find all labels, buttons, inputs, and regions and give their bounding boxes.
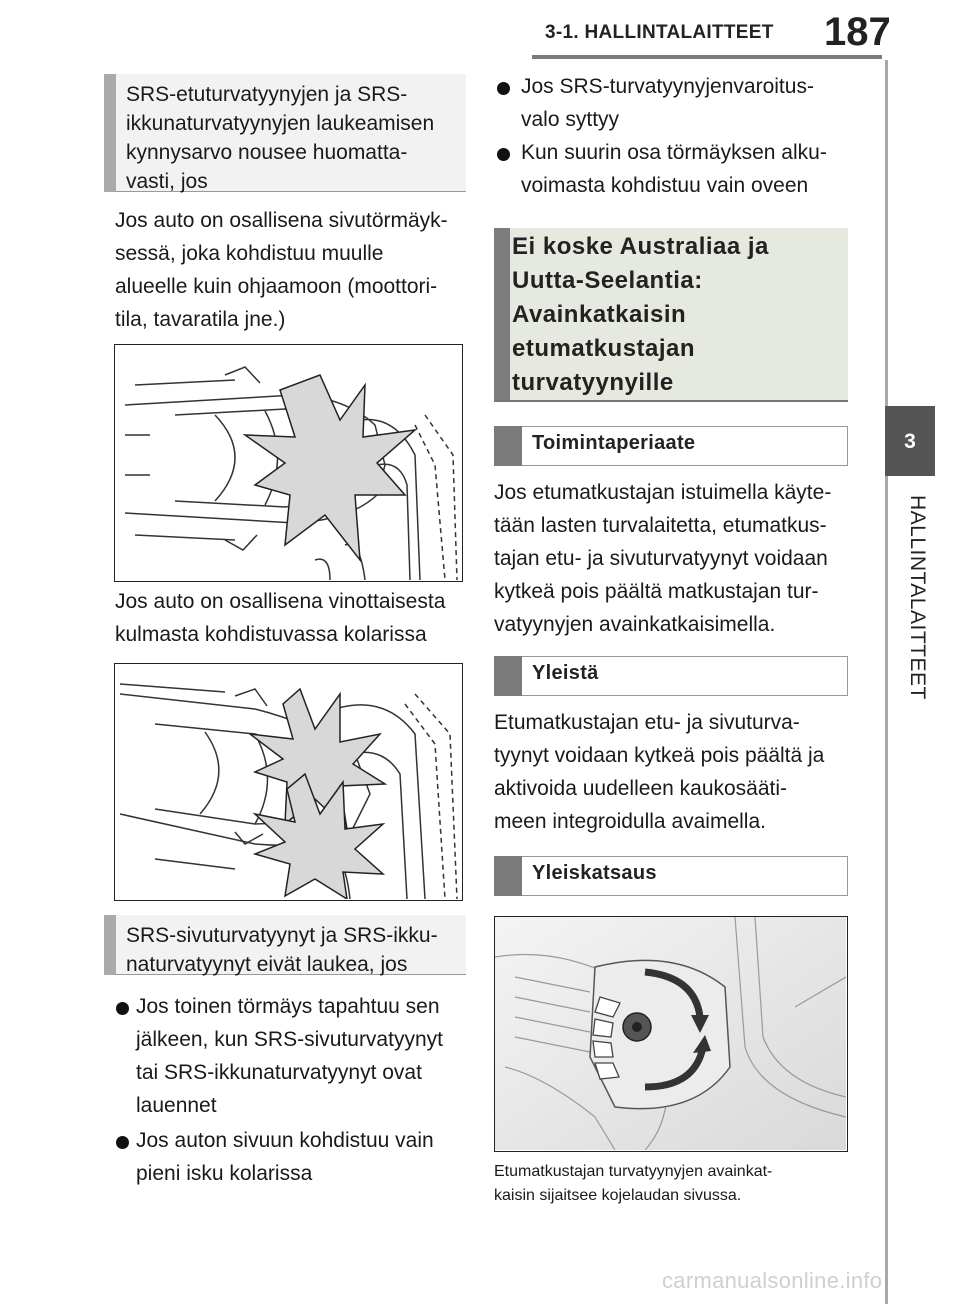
page-number: 187 xyxy=(824,10,891,54)
text-line: sessä, joka kohdistuu muulle xyxy=(115,242,384,265)
illustration-side-impact xyxy=(114,344,463,582)
caption-line: kaisin sijaitsee kojelaudan sivussa. xyxy=(494,1187,742,1204)
text-line: tajan etu- ja sivuturvatyynyt voidaan xyxy=(494,547,828,570)
subheading-overview: Yleiskatsaus xyxy=(532,862,657,884)
chapter-number: 3 xyxy=(904,430,916,453)
illustration-key-switch xyxy=(494,916,848,1152)
text-line: Jos etumatkustajan istuimella käyte- xyxy=(494,481,832,504)
text-line: Kun suurin osa törmäyksen alku- xyxy=(521,141,827,164)
text-line: Jos auto on osallisena sivutörmäyk- xyxy=(115,209,448,232)
text-line: valo syttyy xyxy=(521,108,620,131)
chapter-label: HALLINTALAITTEET xyxy=(906,495,929,700)
text-line: jälkeen, kun SRS-sivuturvatyynyt xyxy=(136,1028,443,1051)
section-title-line: etumatkustajan xyxy=(512,335,696,362)
condition-text-line: vasti, jos xyxy=(126,170,208,193)
condition-box-bar xyxy=(104,74,116,192)
section-title-line: Uutta-Seelantia: xyxy=(512,267,703,294)
section-title xyxy=(512,230,842,400)
section-title-line: Avainkatkaisin xyxy=(512,301,687,328)
car-side-impact-drawing xyxy=(115,345,461,580)
condition-text-line: ikkunaturvatyynyjen laukeamisen xyxy=(126,112,435,135)
condition-text-line: naturvatyynyt eivät laukea, jos xyxy=(126,953,408,976)
text-line: tään lasten turvalaitetta, etumatkus- xyxy=(494,514,827,537)
subheading-bar xyxy=(494,426,522,466)
bullet-small-impact xyxy=(136,1124,476,1190)
text-line: Jos auton sivuun kohdistuu vain xyxy=(136,1129,434,1152)
subheading-general: Yleistä xyxy=(532,662,599,684)
paragraph-general xyxy=(494,706,864,838)
condition-text-line: kynnysarvo nousee huomatta- xyxy=(126,141,408,164)
condition-box-bar xyxy=(104,915,116,975)
text-line: tyynyt voidaan kytkeä pois päältä ja xyxy=(494,744,825,767)
bullet-dot xyxy=(497,148,510,161)
condition-box-no-deploy xyxy=(116,915,466,975)
text-line: aktivoida uudelleen kaukosääti- xyxy=(494,777,788,800)
text-line: kytkeä pois päältä matkustajan tur- xyxy=(494,580,819,603)
bullet-warning-light xyxy=(521,70,861,136)
bullet-dot xyxy=(116,1136,129,1149)
text-line: vatyynyjen avainkatkaisimella. xyxy=(494,613,776,636)
section-title-line: turvatyynyille xyxy=(512,369,674,396)
paragraph-diagonal-collision xyxy=(115,585,475,651)
text-line: tai SRS-ikkunaturvatyynyt ovat xyxy=(136,1061,422,1084)
section-title-line: Ei koske Australiaa ja xyxy=(512,233,769,260)
condition-text-line: SRS-etuturvatyynyjen ja SRS- xyxy=(126,83,408,106)
bullet-door-impact xyxy=(521,136,861,202)
text-line: tila, tavaratila jne.) xyxy=(115,308,286,331)
bullet-second-collision xyxy=(136,990,476,1122)
paragraph-principle xyxy=(494,476,864,641)
watermark: carmanualsonline.info xyxy=(662,1268,883,1293)
car-diagonal-impact-drawing xyxy=(115,664,461,899)
paragraph-side-collision xyxy=(115,204,475,336)
caption-line: Etumatkustajan turvatyynyjen avainkat- xyxy=(494,1163,773,1180)
text-line: alueelle kuin ohjaamoon (moottori- xyxy=(115,275,438,298)
section-header: 3-1. HALLINTALAITTEET xyxy=(545,22,774,43)
text-line: pieni isku kolarissa xyxy=(136,1162,313,1185)
text-line: voimasta kohdistuu vain oveen xyxy=(521,174,809,197)
subheading-bar xyxy=(494,856,522,896)
condition-text-line: SRS-sivuturvatyynyt ja SRS-ikku- xyxy=(126,924,438,947)
bullet-dot xyxy=(116,1002,129,1015)
impact-star-shape xyxy=(245,375,415,560)
header-rule xyxy=(532,55,882,59)
text-line: Etumatkustajan etu- ja sivuturva- xyxy=(494,711,800,734)
key-switch-drawing xyxy=(495,917,846,1150)
condition-box-thresholds xyxy=(116,74,466,192)
text-line: Jos toinen törmäys tapahtuu sen xyxy=(136,995,440,1018)
section-title-bar xyxy=(494,228,510,400)
text-line: Jos SRS-turvatyynyjenvaroitus- xyxy=(521,75,814,98)
illustration-diagonal-impact xyxy=(114,663,463,901)
text-line: kulmasta kohdistuvassa kolarissa xyxy=(115,623,427,646)
text-line: lauennet xyxy=(136,1094,217,1117)
subheading-principle: Toimintaperiaate xyxy=(532,432,696,454)
bullet-dot xyxy=(497,82,510,95)
text-line: Jos auto on osallisena vinottaisesta xyxy=(115,590,446,613)
text-line: meen integroidulla avaimella. xyxy=(494,810,766,833)
subheading-bar xyxy=(494,656,522,696)
figure-caption xyxy=(494,1160,854,1208)
side-tab-line xyxy=(885,60,888,1304)
